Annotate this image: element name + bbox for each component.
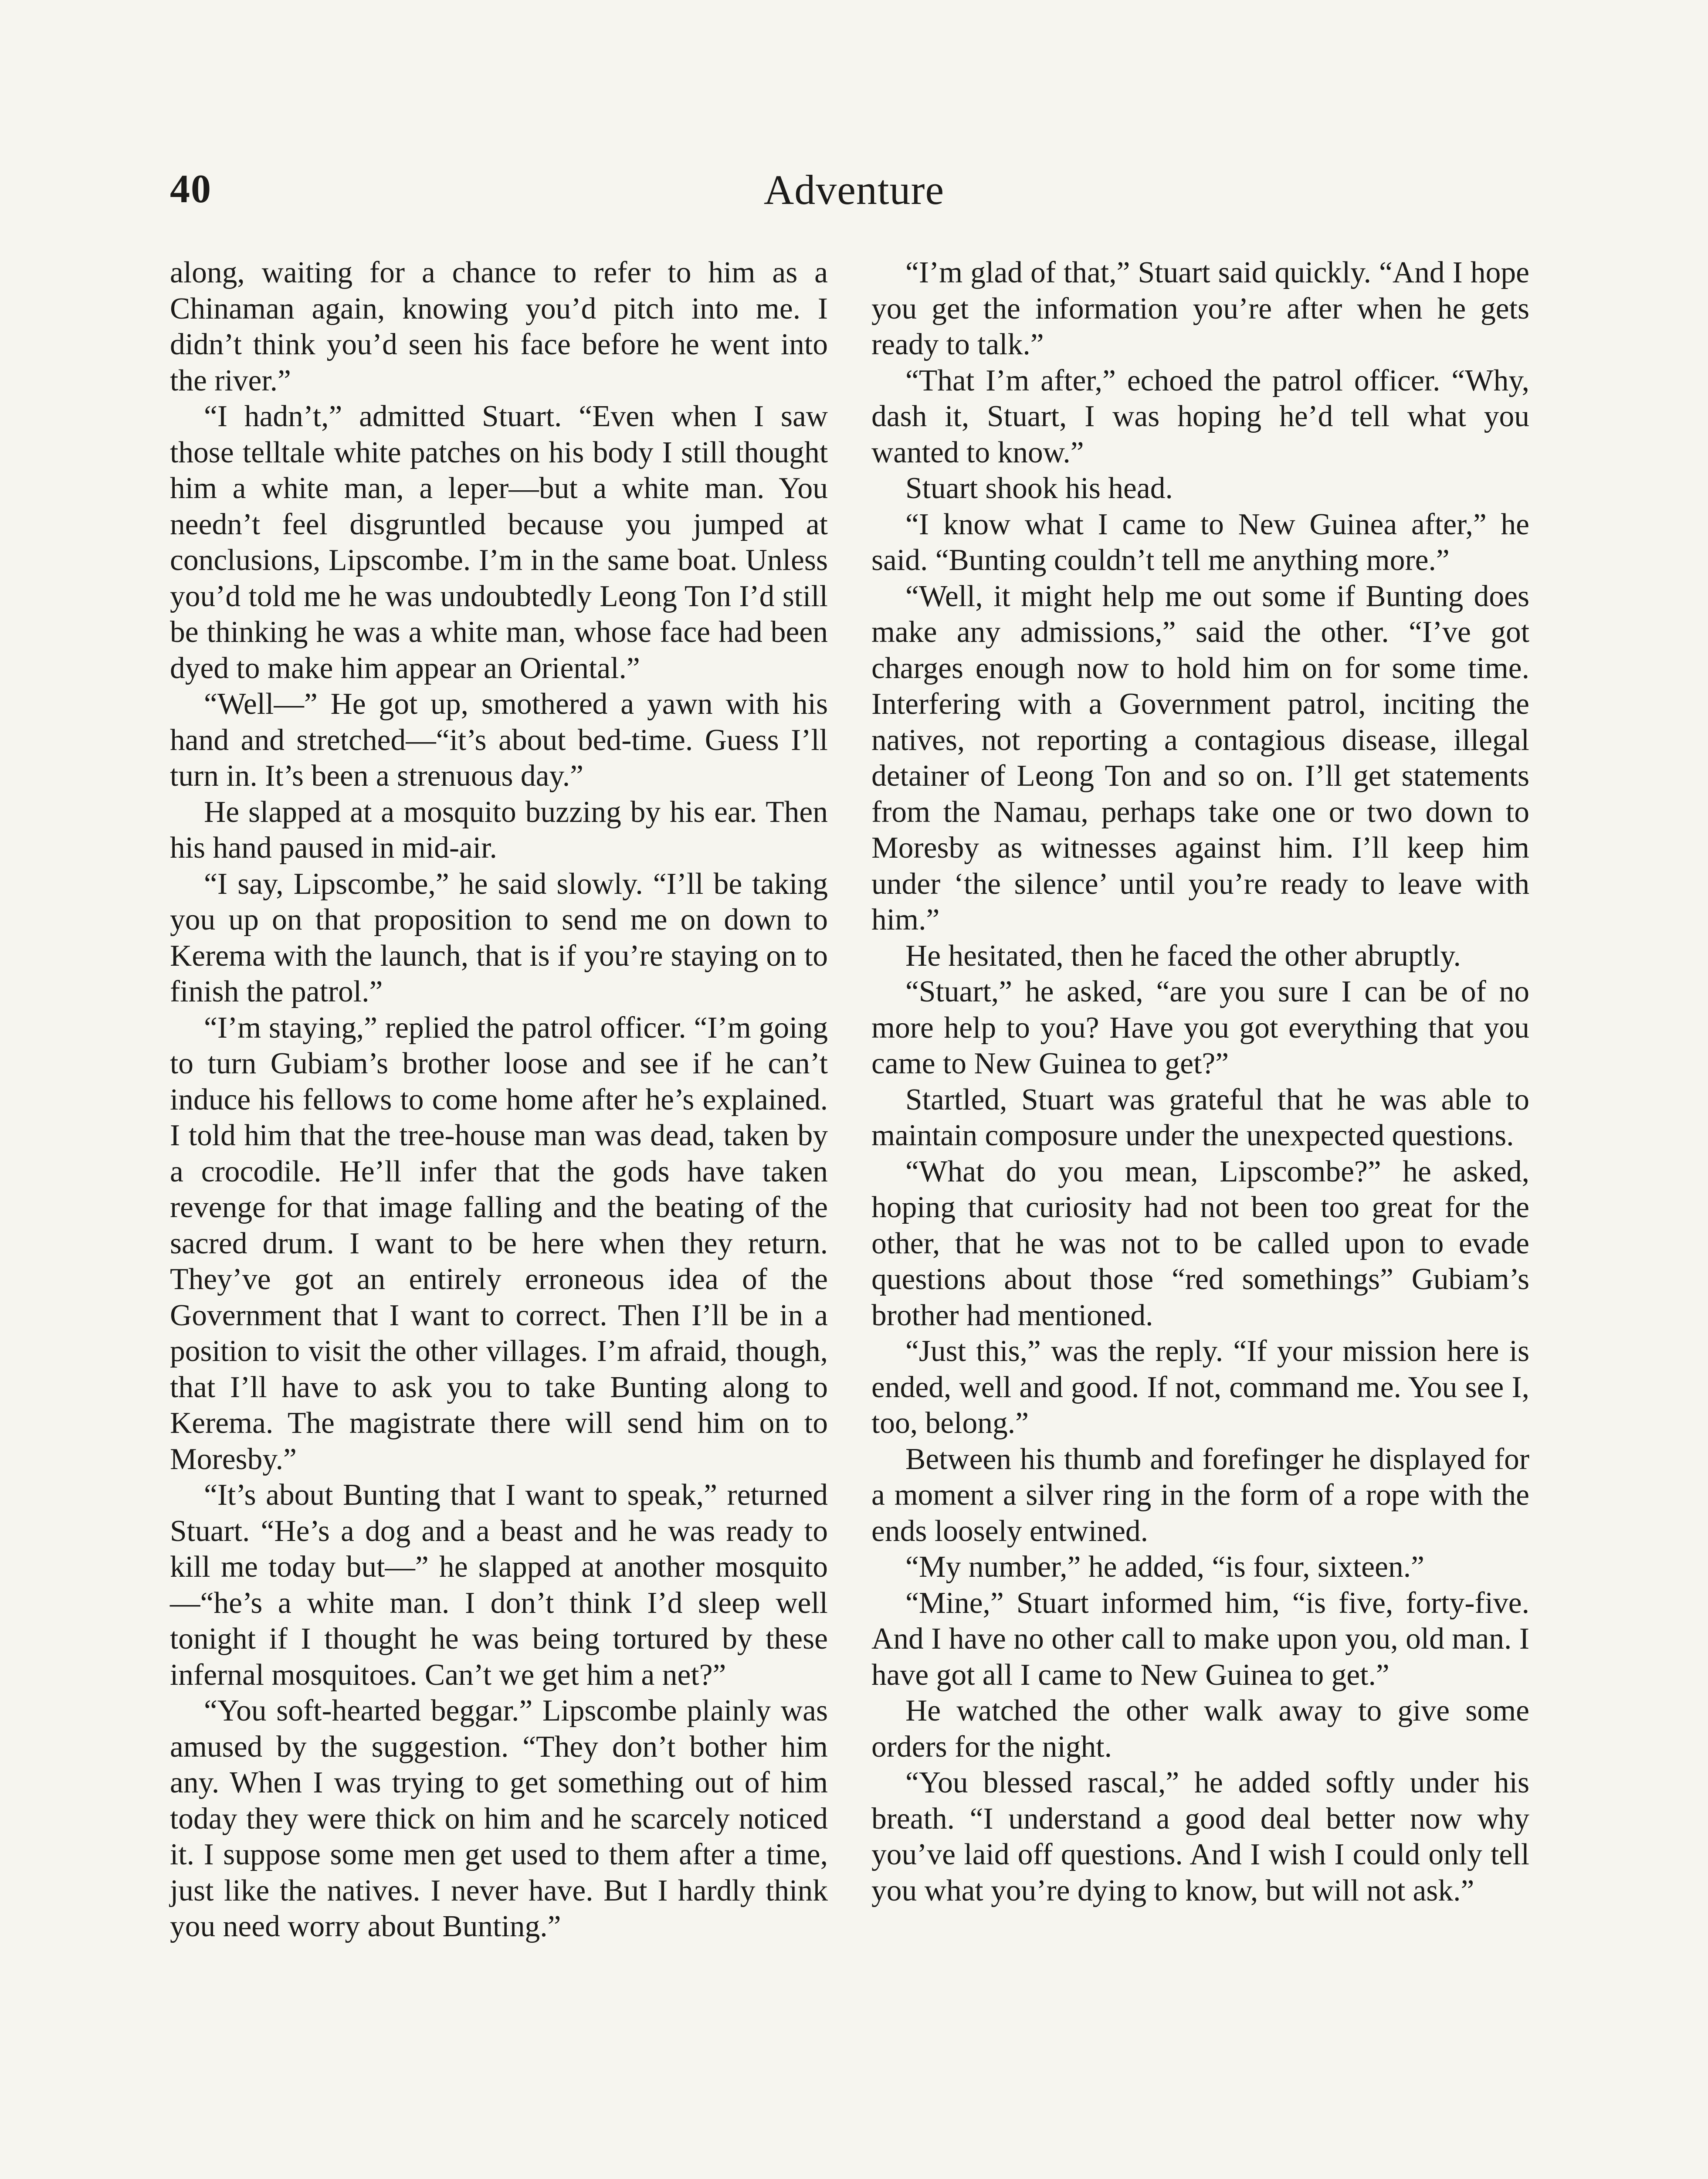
running-head-title: Adventure — [763, 166, 945, 213]
paragraph: “It’s about Bunting that I want to speak,” returned Stuart. “He’s a dog and a beast and he was ready to kill me today but—” he slapped at another mosquito—“he’s a white man. I don’t think I’d sleep well tonight if I thought he was being tortured by these infernal mosquitoes. Can’t we get him a net?” — [170, 1478, 828, 1692]
paragraph: “My number,” he added, “is four, sixteen.” — [905, 1550, 1424, 1584]
page-number: 40 — [170, 166, 212, 211]
paragraph: “You soft-hearted beggar.” Lipscombe plainly was amused by the suggestion. “They don’t bother him any. When I was trying to get something out of him today they were thick on him and he scarcely noticed it. I suppose some men get used to them after a time, just like the natives. I never have. But I hardly think you need worry about Bunting.” — [170, 1694, 828, 1943]
paragraph: Startled, Stuart was grateful that he was able to maintain composure under the unexpected questions. — [871, 1083, 1529, 1152]
paragraph: “Stuart,” he asked, “are you sure I can be of no more help to you? Have you got everything that you came to New Guinea to get?” — [871, 975, 1529, 1080]
right-text-column — [871, 255, 1529, 1909]
left-text-column — [170, 255, 828, 1945]
paragraph: “I’m glad of that,” Stuart said quickly. “And I hope you get the information you’re after when he gets ready to talk.” — [871, 256, 1529, 361]
paragraph: He slapped at a mosquito buzzing by his ear. Then his hand paused in mid-air. — [170, 795, 828, 865]
paragraph: Between his thumb and forefinger he displayed for a moment a silver ring in the form of a rope with the ends loosely entwined. — [871, 1442, 1529, 1548]
paragraph: “I’m staying,” replied the patrol officer. “I’m going to turn Gubiam’s brother loose and see if he can’t induce his fellows to come home after he’s explained. I told him that the tree-house man was dead, taken by a crocodile. He’ll infer that the gods have taken revenge for that image falling and the beating of the sacred drum. I want to be here when they return. They’ve got an entirely erroneous idea of the Government that I want to correct. Then I’ll be in a position to visit the other villages. I’m afraid, though, that I’ll have to ask you to take Bunting along to Kerema. The magistrate there will send him on to Moresby.” — [170, 1011, 828, 1476]
paragraph: Stuart shook his head. — [905, 472, 1173, 505]
paragraph: He hesitated, then he faced the other abruptly. — [905, 939, 1461, 973]
paragraph: He watched the other walk away to give some orders for the night. — [871, 1694, 1529, 1764]
paragraph: “Mine,” Stuart informed him, “is five, forty-five. And I have no other call to make upon you, old man. I have got all I came to New Guinea to get.” — [871, 1586, 1529, 1692]
page-header — [170, 166, 1538, 218]
paragraph: “I say, Lipscombe,” he said slowly. “I’ll be taking you up on that proposition to send me on down to Kerema with the launch, that is if you’re staying on to finish the patrol.” — [170, 867, 828, 1008]
paragraph: “What do you mean, Lipscombe?” he asked, hoping that curiosity had not been too great for the other, that he was not to be called upon to evade questions about those “red somethings” Gubiam’s brother had mentioned. — [871, 1154, 1529, 1332]
paragraph: “You blessed rascal,” he added softly under his breath. “I understand a good deal better now why you’ve laid off questions. And I wish I could only tell you what you’re dying to know, but will not ask.” — [871, 1766, 1529, 1907]
paragraph: “Well—” He got up, smothered a yawn with his hand and stretched—“it’s about bed-time. Guess I’ll turn in. It’s been a strenuous day.” — [170, 687, 828, 793]
paragraph: “I know what I came to New Guinea after,” he said. “Bunting couldn’t tell me anything more.” — [871, 507, 1529, 577]
paragraph: “I hadn’t,” admitted Stuart. “Even when I saw those telltale white patches on his body I still thought him a white man, a leper—but a white man. You needn’t feel disgruntled because you jumped at conclusions, Lipscombe. I’m in the same boat. Unless you’d told me he was undoubtedly Leong Ton I’d still be thinking he was a white man, whose face had been dyed to make him appear an Oriental.” — [170, 400, 828, 685]
paragraph: “That I’m after,” echoed the patrol officer. “Why, dash it, Stuart, I was hoping he’d tell what you wanted to know.” — [871, 363, 1529, 469]
paragraph: “Just this,” was the reply. “If your mission here is ended, well and good. If not, command me. You see I, too, belong.” — [871, 1334, 1529, 1440]
paragraph: along, waiting for a chance to refer to him as a Chinaman again, knowing you’d pitch into me. I didn’t think you’d seen his face before he went into the river.” — [170, 256, 828, 397]
paragraph: “Well, it might help me out some if Bunting does make any admissions,” said the other. “I’ve got charges enough now to hold him on for some time. Interfering with a Government patrol, inciting the natives, not reporting a contagious disease, illegal detainer of Leong Ton and so on. I’ll get statements from the Namau, perhaps take one or two down to Moresby as witnesses against him. I’ll keep him under ‘the silence’ until you’re ready to leave with him.” — [871, 579, 1529, 937]
